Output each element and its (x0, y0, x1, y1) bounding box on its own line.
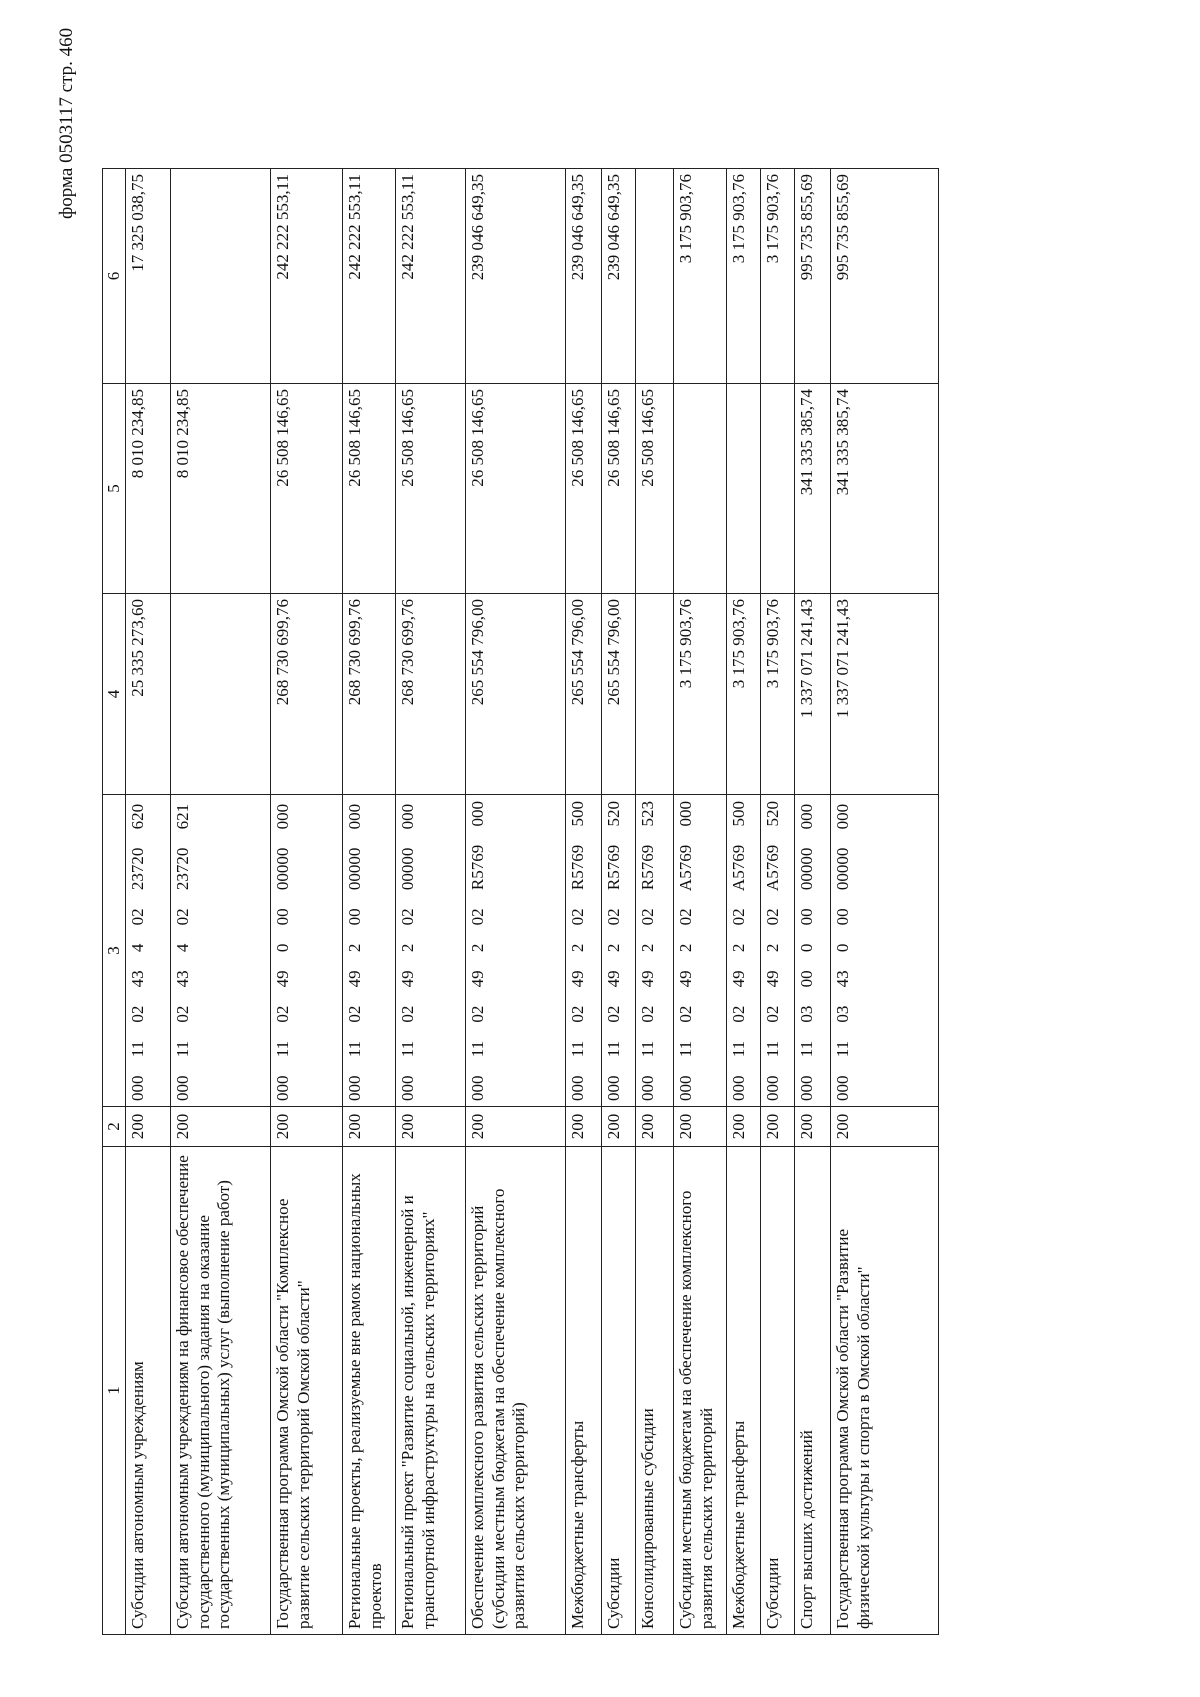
column-number: 5 (103, 384, 126, 594)
line-name-cell (126, 1147, 171, 1635)
unexecuted-amount-text: 3 175 903,76 (763, 174, 783, 264)
approved-amount-text: 25 335 273,60 (128, 599, 148, 697)
line-code-text: 200 (173, 1113, 193, 1140)
line-name-cell (727, 1147, 761, 1635)
unexecuted-amount-cell (466, 169, 566, 384)
line-name-text: Межбюджетные трансферты (729, 1420, 749, 1629)
unexecuted-amount-text: 242 222 553,11 (345, 174, 365, 280)
budget-classification-code-cell (126, 795, 171, 1107)
table-row (126, 169, 171, 1635)
approved-amount-cell (126, 594, 171, 795)
executed-amount-cell (602, 384, 636, 594)
unexecuted-amount-cell (396, 169, 466, 384)
column-number-row (103, 169, 126, 1635)
approved-amount-cell (761, 594, 795, 795)
unexecuted-amount-cell (727, 169, 761, 384)
line-code-text: 200 (568, 1113, 588, 1140)
executed-amount-text: 341 335 385,74 (833, 389, 853, 496)
approved-amount-cell (602, 594, 636, 795)
executed-amount-text: 26 508 146,65 (468, 389, 488, 487)
table-row (396, 169, 466, 1635)
table-row (761, 169, 795, 1635)
executed-amount-cell (761, 384, 795, 594)
line-code-text: 200 (273, 1113, 293, 1140)
executed-amount-text: 8 010 234,85 (173, 389, 193, 479)
line-code-cell (343, 1107, 396, 1147)
unexecuted-amount-cell (271, 169, 343, 384)
line-code-text: 200 (638, 1113, 658, 1140)
executed-amount-cell (126, 384, 171, 594)
approved-amount-cell (636, 594, 674, 795)
budget-classification-code-cell (636, 795, 674, 1107)
line-name-text: Региональные проекты, реализуемые вне рамок национальных проектов (345, 1173, 385, 1629)
line-code-cell (171, 1107, 271, 1147)
line-name-cell (602, 1147, 636, 1635)
unexecuted-amount-text: 995 735 855,69 (833, 174, 853, 281)
executed-amount-cell (396, 384, 466, 594)
line-name-text: Субсидии автономным учреждениям (128, 1361, 148, 1629)
budget-classification-code-cell (171, 795, 271, 1107)
executed-amount-cell (831, 384, 939, 594)
line-name-text: Региональный проект "Развитие социальной, инженерной и транспортной инфраструктуры на сельских территориях" (398, 1195, 438, 1629)
line-code-text: 200 (833, 1113, 853, 1140)
line-code-cell (271, 1107, 343, 1147)
unexecuted-amount-text: 242 222 553,11 (273, 174, 293, 280)
budget-classification-code-cell (271, 795, 343, 1107)
line-code-text: 200 (345, 1113, 365, 1140)
unexecuted-amount-cell (602, 169, 636, 384)
unexecuted-amount-cell (126, 169, 171, 384)
executed-amount-text: 26 508 146,65 (273, 389, 293, 487)
unexecuted-amount-cell (831, 169, 939, 384)
column-number: 6 (103, 169, 126, 384)
budget-classification-code-text: 000 11 02 49 2 00 00000 000 (345, 803, 365, 1101)
line-name-cell (636, 1147, 674, 1635)
line-name-text: Субсидии (604, 1557, 624, 1629)
table-row (171, 169, 271, 1635)
approved-amount-text: 3 175 903,76 (763, 599, 783, 689)
line-code-text: 200 (763, 1113, 783, 1140)
table-row (831, 169, 939, 1635)
executed-amount-text: 341 335 385,74 (797, 389, 817, 496)
line-code-text: 200 (797, 1113, 817, 1140)
line-code-cell (761, 1107, 795, 1147)
approved-amount-text: 268 730 699,76 (273, 599, 293, 706)
executed-amount-cell (674, 384, 727, 594)
line-code-cell (466, 1107, 566, 1147)
executed-amount-cell (566, 384, 602, 594)
line-name-cell (761, 1147, 795, 1635)
executed-amount-text: 26 508 146,65 (604, 389, 624, 487)
unexecuted-amount-cell (636, 169, 674, 384)
line-code-text: 200 (128, 1113, 148, 1140)
line-name-cell (795, 1147, 831, 1635)
unexecuted-amount-text: 239 046 649,35 (568, 174, 588, 281)
approved-amount-text: 265 554 796,00 (468, 599, 488, 706)
budget-classification-code-cell (727, 795, 761, 1107)
approved-amount-text: 265 554 796,00 (568, 599, 588, 706)
budget-classification-code-text: 000 11 02 49 0 00 00000 000 (273, 803, 293, 1101)
budget-classification-code-text: 000 11 03 43 0 00 00000 000 (833, 803, 853, 1101)
approved-amount-text: 268 730 699,76 (398, 599, 418, 706)
approved-amount-text: 3 175 903,76 (729, 599, 749, 689)
line-name-text: Субсидии автономным учреждениям на финансовое обеспечение государственного (муниципального) задания на оказание государственных (муниципальных) услуг (выполнение работ) (173, 1155, 234, 1629)
line-code-text: 200 (604, 1113, 624, 1140)
unexecuted-amount-text: 242 222 553,11 (398, 174, 418, 280)
line-name-text: Спорт высших достижений (797, 1430, 817, 1629)
table-row (566, 169, 602, 1635)
approved-amount-cell (566, 594, 602, 795)
budget-classification-code-text: 000 11 02 49 2 02 R5769 500 (568, 801, 588, 1101)
executed-amount-cell (636, 384, 674, 594)
approved-amount-cell (831, 594, 939, 795)
line-code-text: 200 (729, 1113, 749, 1140)
table-row (602, 169, 636, 1635)
line-code-cell (674, 1107, 727, 1147)
budget-classification-code-text: 000 11 02 49 2 02 R5769 000 (468, 801, 488, 1101)
table-row (674, 169, 727, 1635)
executed-amount-cell (795, 384, 831, 594)
budget-classification-code-text: 000 11 02 49 2 02 A5769 500 (729, 801, 749, 1101)
approved-amount-cell (396, 594, 466, 795)
line-code-cell (727, 1107, 761, 1147)
budget-classification-code-text: 000 11 02 49 2 02 A5769 520 (763, 801, 783, 1101)
executed-amount-text: 8 010 234,85 (128, 389, 148, 479)
line-code-cell (636, 1107, 674, 1147)
budget-classification-code-cell (343, 795, 396, 1107)
executed-amount-cell (171, 384, 271, 594)
approved-amount-cell (727, 594, 761, 795)
unexecuted-amount-cell (795, 169, 831, 384)
line-name-cell (271, 1147, 343, 1635)
budget-classification-code-cell (602, 795, 636, 1107)
budget-classification-code-text: 000 11 02 43 4 02 23720 621 (173, 803, 193, 1101)
unexecuted-amount-text: 3 175 903,76 (676, 174, 696, 264)
approved-amount-text: 265 554 796,00 (604, 599, 624, 706)
column-number: 1 (103, 1147, 126, 1635)
line-name-cell (396, 1147, 466, 1635)
approved-amount-text: 1 337 071 241,43 (833, 599, 853, 718)
budget-classification-code-cell (674, 795, 727, 1107)
budget-classification-code-text: 000 11 02 49 2 02 A5769 000 (676, 801, 696, 1101)
approved-amount-text: 3 175 903,76 (676, 599, 696, 689)
line-name-text: Обеспечение комплексного развития сельских территорий (субсидии местным бюджетам на обеспечение комплексного развития сельских территорий) (468, 1188, 529, 1629)
executed-amount-text: 26 508 146,65 (345, 389, 365, 487)
approved-amount-cell (171, 594, 271, 795)
line-name-text: Государственная программа Омской области "Развитие физической культуры и спорта в Омской области" (833, 1228, 873, 1629)
table-row (727, 169, 761, 1635)
line-code-text: 200 (398, 1113, 418, 1140)
table-row (343, 169, 396, 1635)
column-number: 3 (103, 795, 126, 1107)
line-code-cell (795, 1107, 831, 1147)
table-row (466, 169, 566, 1635)
executed-amount-cell (271, 384, 343, 594)
line-code-text: 200 (676, 1113, 696, 1140)
column-number: 2 (103, 1107, 126, 1147)
budget-classification-code-cell (831, 795, 939, 1107)
column-number: 4 (103, 594, 126, 795)
approved-amount-cell (343, 594, 396, 795)
budget-classification-code-cell (466, 795, 566, 1107)
unexecuted-amount-cell (171, 169, 271, 384)
unexecuted-amount-text: 3 175 903,76 (729, 174, 749, 264)
unexecuted-amount-text: 239 046 649,35 (604, 174, 624, 281)
budget-classification-code-text: 000 11 02 49 2 02 R5769 520 (604, 801, 624, 1101)
unexecuted-amount-cell (674, 169, 727, 384)
line-name-cell (831, 1147, 939, 1635)
approved-amount-cell (795, 594, 831, 795)
executed-amount-cell (466, 384, 566, 594)
unexecuted-amount-text: 995 735 855,69 (797, 174, 817, 281)
budget-classification-code-text: 000 11 02 49 2 02 00000 000 (398, 803, 418, 1101)
approved-amount-cell (271, 594, 343, 795)
line-name-cell (171, 1147, 271, 1635)
line-code-cell (126, 1107, 171, 1147)
table-row (271, 169, 343, 1635)
line-name-cell (466, 1147, 566, 1635)
budget-classification-code-cell (761, 795, 795, 1107)
approved-amount-cell (674, 594, 727, 795)
unexecuted-amount-cell (343, 169, 396, 384)
budget-classification-code-text: 000 11 02 43 4 02 23720 620 (128, 803, 148, 1101)
budget-classification-code-text: 000 11 03 00 0 00 00000 000 (797, 803, 817, 1101)
line-code-cell (396, 1107, 466, 1147)
approved-amount-cell (466, 594, 566, 795)
approved-amount-text: 268 730 699,76 (345, 599, 365, 706)
budget-classification-code-cell (566, 795, 602, 1107)
line-name-cell (566, 1147, 602, 1635)
unexecuted-amount-cell (761, 169, 795, 384)
line-code-text: 200 (468, 1113, 488, 1140)
unexecuted-amount-text: 239 046 649,35 (468, 174, 488, 281)
budget-classification-code-cell (795, 795, 831, 1107)
unexecuted-amount-cell (566, 169, 602, 384)
line-name-cell (343, 1147, 396, 1635)
line-name-text: Консолидированные субсидии (638, 1408, 658, 1629)
unexecuted-amount-text: 17 325 038,75 (128, 174, 148, 272)
line-name-text: Межбюджетные трансферты (568, 1420, 588, 1629)
line-name-text: Субсидии местным бюджетам на обеспечение комплексного развития сельских территорий (676, 1190, 716, 1629)
executed-amount-text: 26 508 146,65 (398, 389, 418, 487)
line-code-cell (831, 1107, 939, 1147)
budget-classification-code-text: 000 11 02 49 2 02 R5769 523 (638, 801, 658, 1101)
approved-amount-text: 1 337 071 241,43 (797, 599, 817, 718)
executed-amount-cell (343, 384, 396, 594)
form-page-label: форма 0503117 стр. 460 (56, 27, 77, 219)
line-name-cell (674, 1147, 727, 1635)
line-code-cell (602, 1107, 636, 1147)
line-name-text: Государственная программа Омской области "Комплексное развитие сельских территорий Омской области" (273, 1198, 313, 1629)
executed-amount-cell (727, 384, 761, 594)
budget-classification-code-cell (396, 795, 466, 1107)
line-code-cell (566, 1107, 602, 1147)
line-name-text: Субсидии (763, 1557, 783, 1629)
table-row (795, 169, 831, 1635)
table-row (636, 169, 674, 1635)
executed-amount-text: 26 508 146,65 (568, 389, 588, 487)
budget-execution-table (102, 168, 939, 1635)
executed-amount-text: 26 508 146,65 (638, 389, 658, 487)
